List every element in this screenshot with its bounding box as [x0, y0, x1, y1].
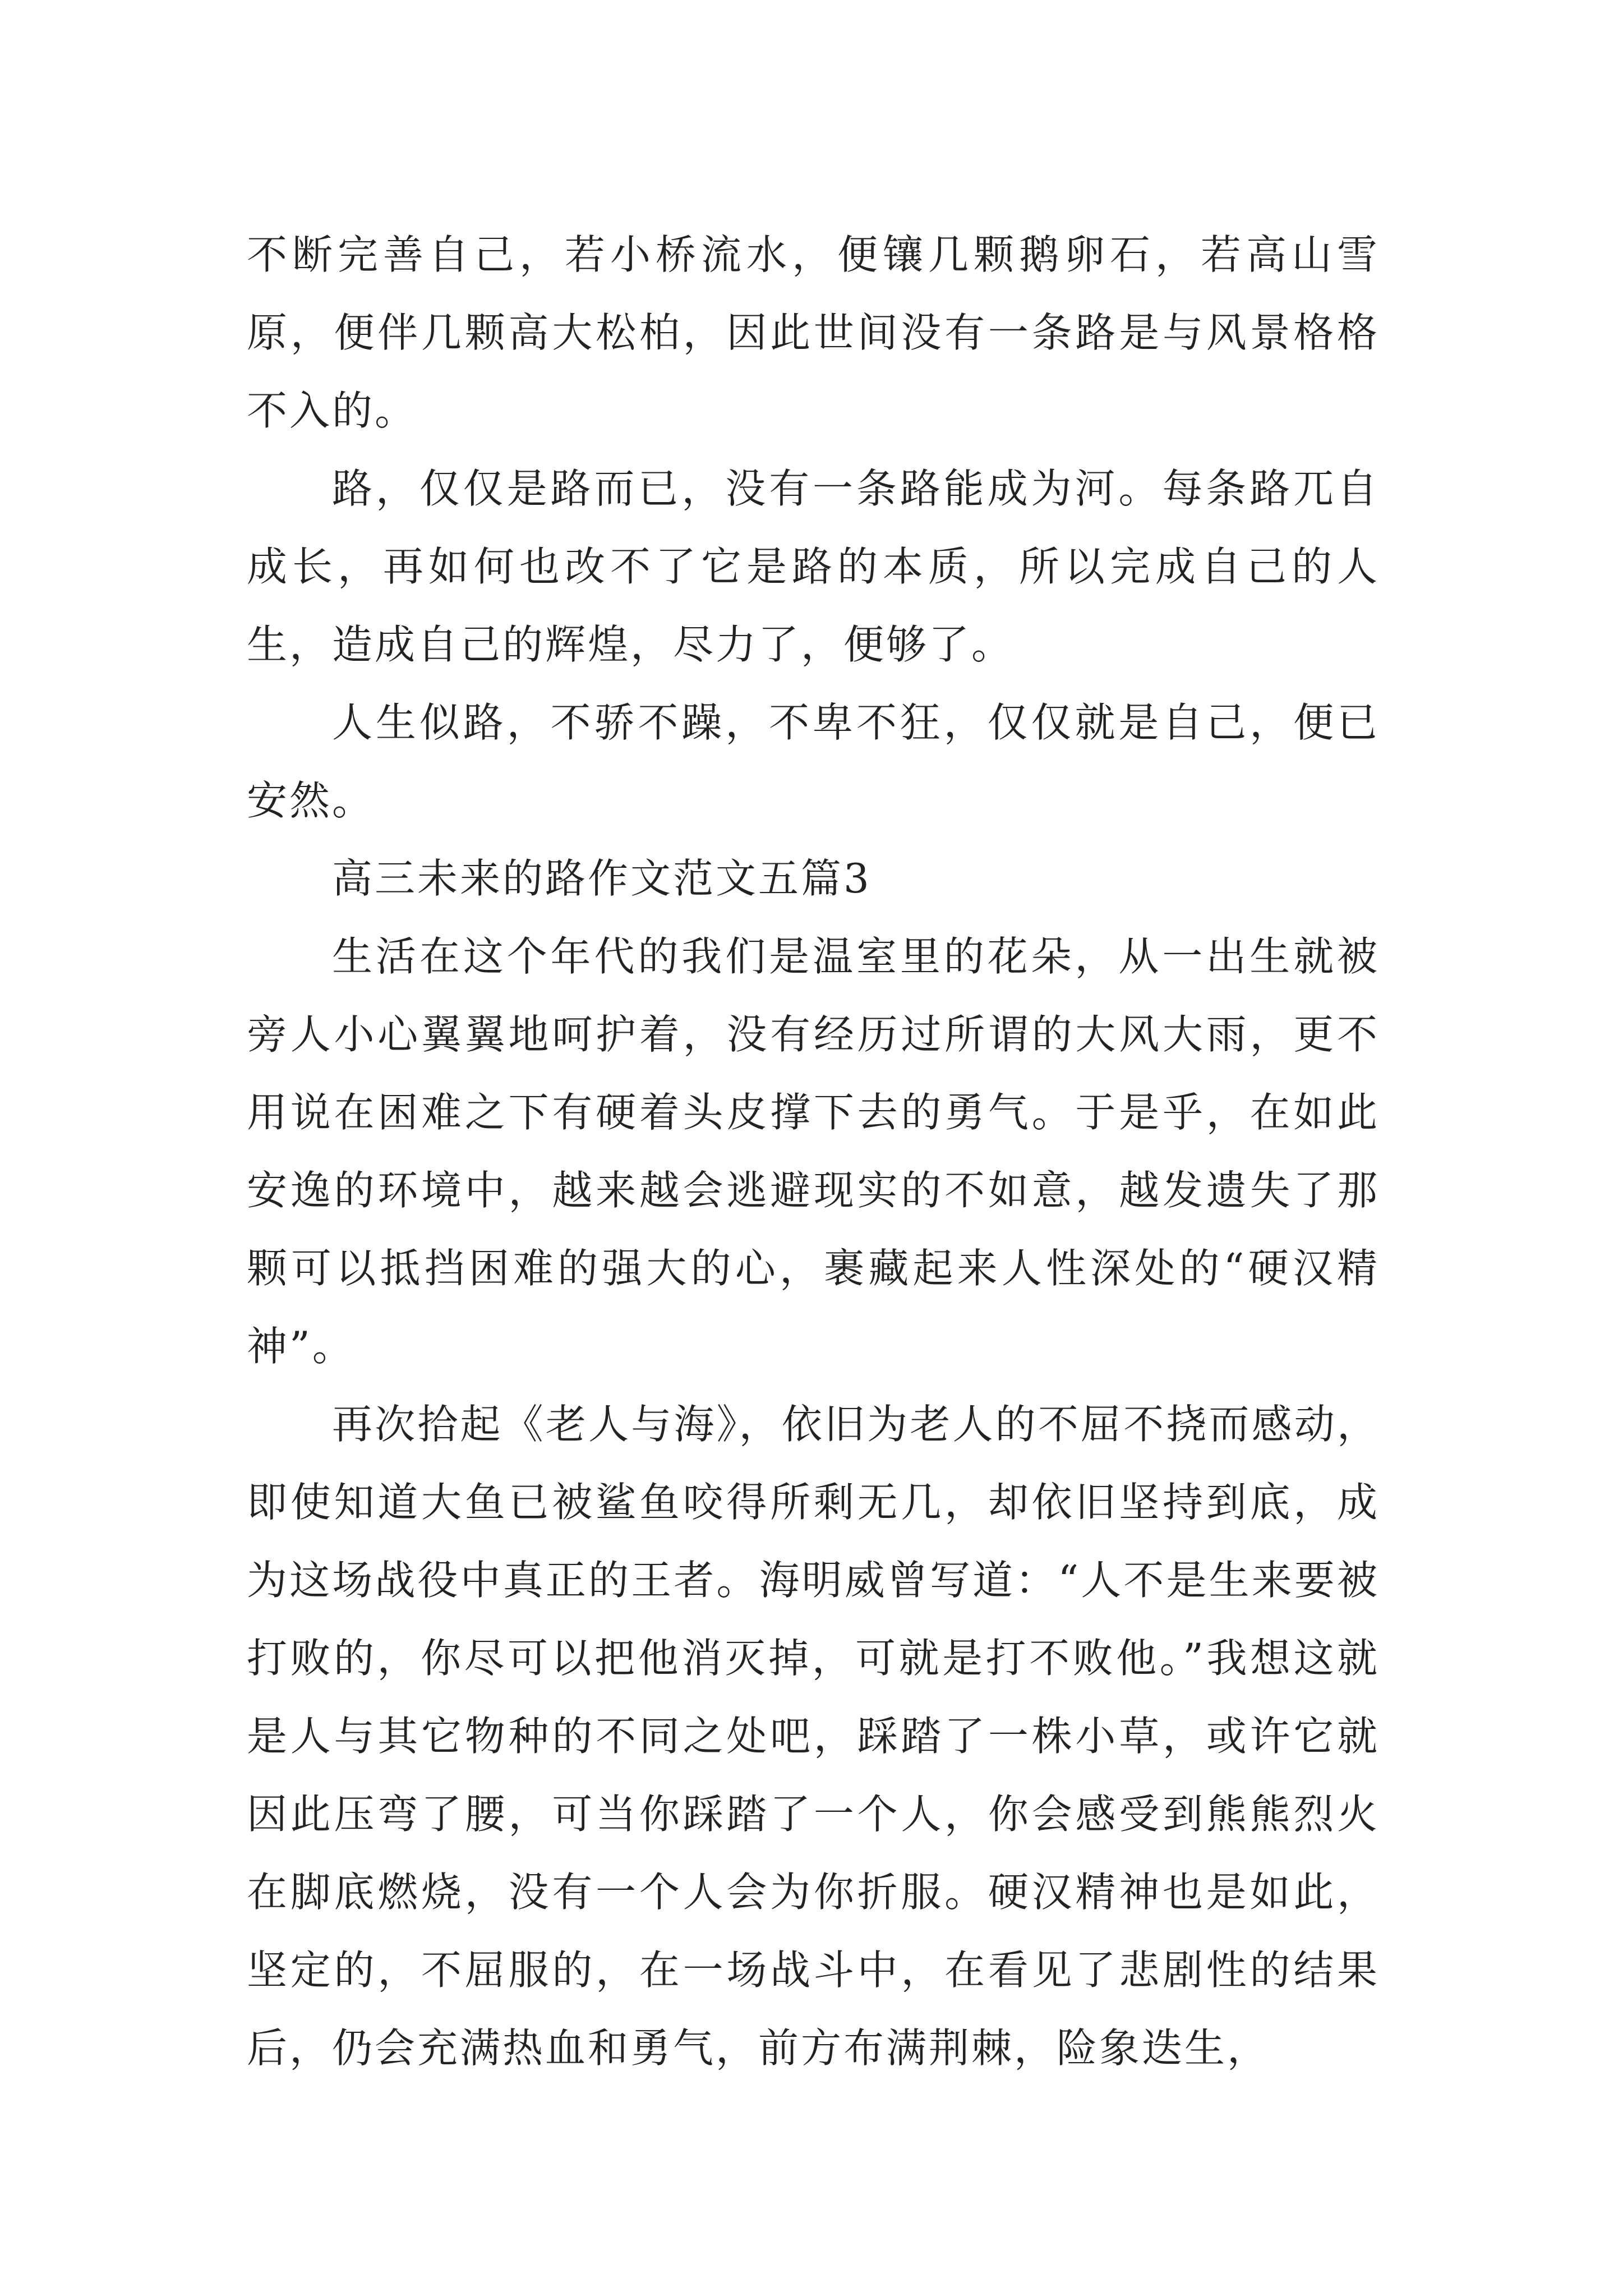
paragraph-3: 人生似路，不骄不躁，不卑不狂，仅仅就是自己，便已安然。	[247, 699, 1380, 824]
paragraph-2: 路，仅仅是路而已，没有一条路能成为河。每条路兀自成长，再如何也改不了它是路的本质，所以完成自己的人生，造成自己的辉煌，尽力了，便够了。	[247, 465, 1380, 668]
document-body	[247, 216, 1380, 2087]
section-heading: 高三未来的路作文范文五篇3	[332, 855, 872, 902]
paragraph-1: 不断完善自己，若小桥流水，便镶几颗鹅卵石，若高山雪原，便伴几颗高大松柏，因此世间没有一条路是与风景格格不入的。	[247, 231, 1380, 434]
paragraph-4: 生活在这个年代的我们是温室里的花朵，从一出生就被旁人小心翼翼地呵护着，没有经历过所谓的大风大雨，更不用说在困难之下有硬着头皮撑下去的勇气。于是乎，在如此安逸的环境中，越来越会逃避现实的不如意，越发遗失了那颗可以抵挡困难的强大的心，裹藏起来人性深处的“硬汉精神”。	[247, 933, 1380, 1370]
paragraph-5: 再次拾起《老人与海》，依旧为老人的不屈不挠而感动，即使知道大鱼已被鲨鱼咬得所剩无几，却依旧坚持到底，成为这场战役中真正的王者。海明威曾写道：“人不是生来要被打败的，你尽可以把他消灭掉，可就是打不败他。”我想这就是人与其它物种的不同之处吧，踩踏了一株小草，或许它就因此压弯了腰，可当你踩踏了一个人，你会感受到熊熊烈火在脚底燃烧，没有一个人会为你折服。硬汉精神也是如此，坚定的，不屈服的，在一场战斗中，在看见了悲剧性的结果后，仍会充满热血和勇气，前方布满荆棘，险象迭生，	[247, 1401, 1380, 2072]
